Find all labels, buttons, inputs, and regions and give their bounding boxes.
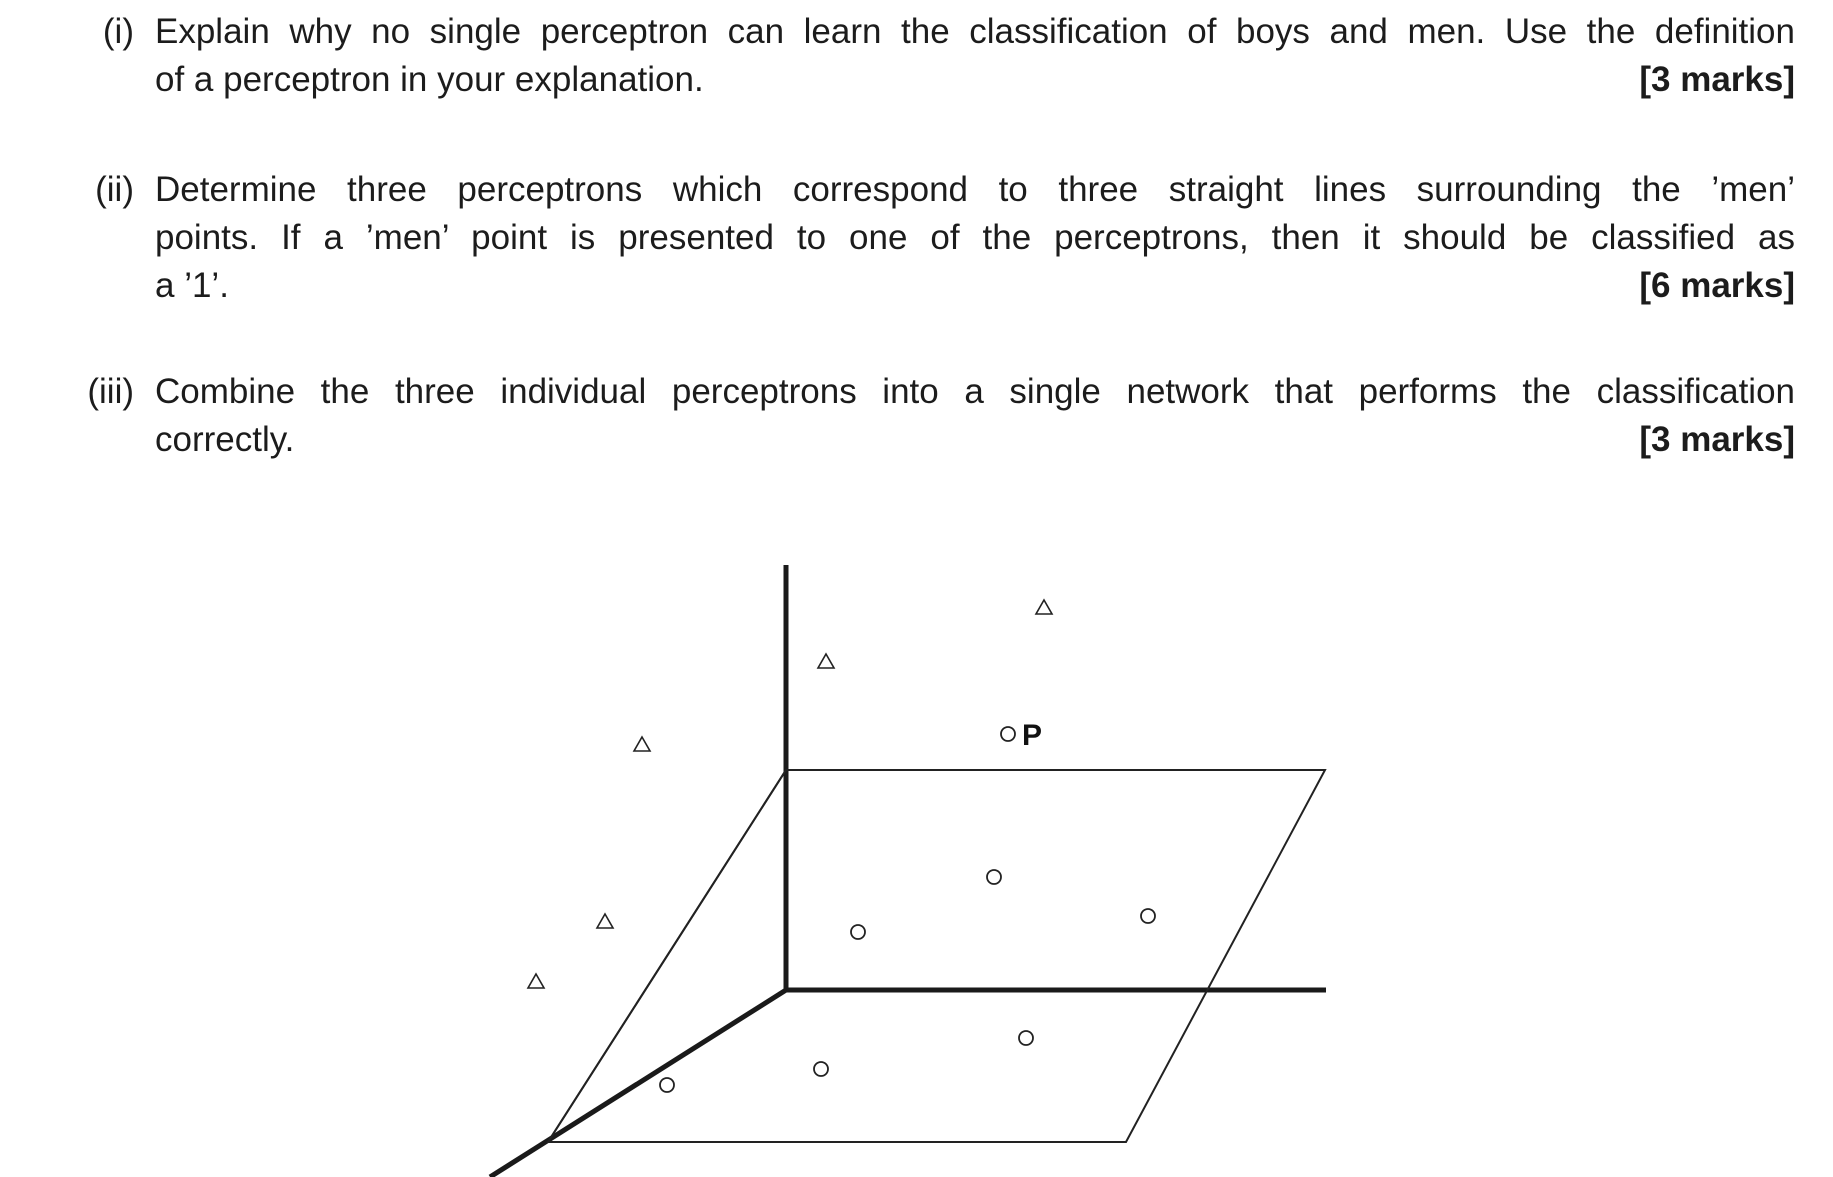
circle-marker [1001, 727, 1015, 741]
marks-label: [3 marks] [1639, 420, 1795, 459]
triangle-marker [634, 737, 650, 751]
circle-marker [1019, 1031, 1033, 1045]
question-number: (i) [102, 12, 134, 51]
triangle-marker [818, 654, 834, 668]
circle-marker [851, 925, 865, 939]
question-line: points. If a ’men’ point is presented to one of the perceptrons, then it should be classified as [155, 218, 1795, 257]
question-line: of a perceptron in your explanation. [155, 60, 704, 99]
circle-marker [1141, 909, 1155, 923]
men-points [660, 727, 1155, 1092]
triangle-marker [528, 974, 544, 988]
circle-marker [660, 1078, 674, 1092]
plane-edge [548, 770, 786, 1142]
question-line: Determine three perceptrons which correspond to three straight lines surrounding the ’men’ [155, 170, 1795, 209]
vertical-plane [548, 770, 1325, 1142]
separating-planes [548, 770, 1325, 1142]
question-number: (ii) [95, 170, 134, 209]
point-label-p: P [1022, 719, 1043, 752]
question-number: (iii) [87, 372, 134, 411]
question-line: correctly. [155, 420, 295, 459]
marks-label: [6 marks] [1639, 266, 1795, 305]
triangle-marker [597, 914, 613, 928]
question-line: Explain why no single perceptron can learn the classification of boys and men. Use the definition [155, 12, 1795, 51]
y-axis [490, 990, 786, 1177]
question-line: Combine the three individual perceptrons into a single network that performs the classification [155, 372, 1795, 411]
triangle-marker [1036, 600, 1052, 614]
boy-points [528, 600, 1052, 988]
axes [490, 565, 1326, 1177]
marks-label: [3 marks] [1639, 60, 1795, 99]
circle-marker [814, 1062, 828, 1076]
question-line: a ’1’. [155, 266, 229, 305]
circle-marker [987, 870, 1001, 884]
